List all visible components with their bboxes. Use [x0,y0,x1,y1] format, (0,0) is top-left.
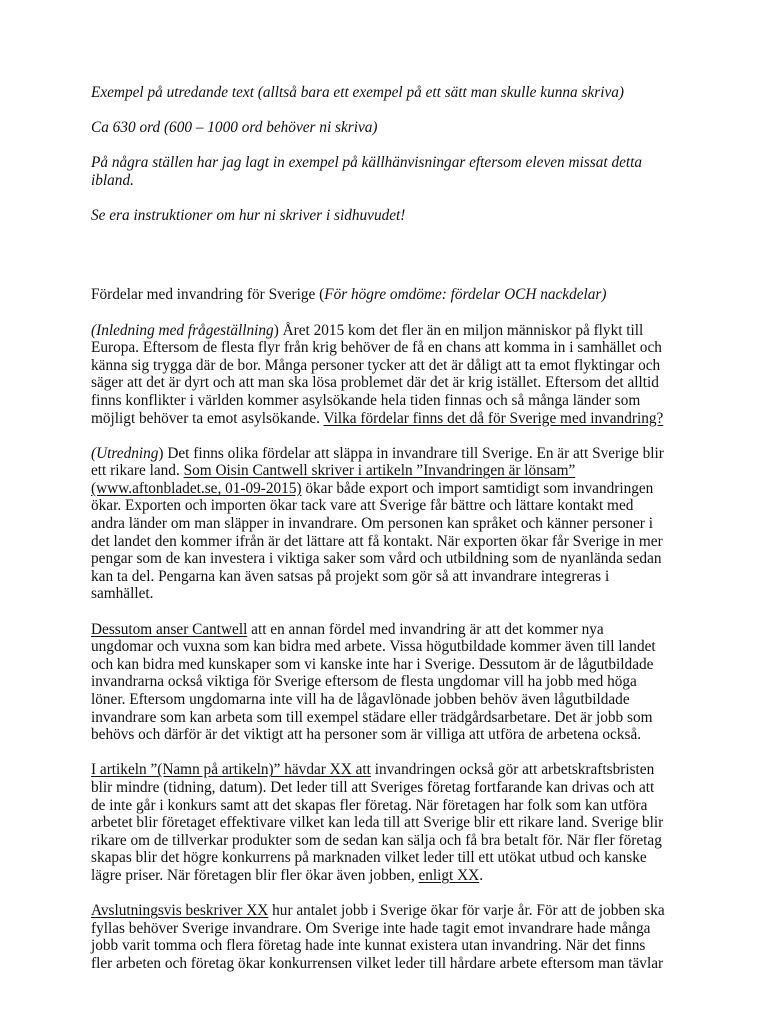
source-reference-url: (www.aftonbladet.se, 01-09-2015) [91,479,302,497]
spacer [91,242,691,286]
paragraph-conclusion: Avslutningsvis beskriver XX hur antalet jobb i Sverige ökar för varje år. För att de jobben ska fyllas behöver Sverige invandrare. Om Sverige inte hade tagit emot invandrare hade många jobb varit tomma och flera företag hade inte kunnat existera utan invandring. När det finns fler arbeten och företag ökar konkurrensen vilket leder till hårdare arbete eftersom man tävlar [91,902,665,972]
instruction-header-note: Se era instruktioner om hur ni skriver i sidhuvudet! [91,207,406,225]
section-label-investigation: (Utredning [91,444,159,462]
source-reference: Avslutningsvis beskriver XX [91,902,269,920]
paragraph-investigation: (Utredning) Det finns olika fördelar att släppa in invandrare till Sverige. En är att Sverige blir ett rikare land. Som Oisin Cantwell skriver i artikeln ”Invandringen är lönsam” (www.aftonbladet.se, 01-09-2015) ökar både export och import samtidigt som invandringen ökar. Exporten och importen ökar tack vare att Sverige får bättre och lättare kontakt med andra länder om man släpper in invandrare. Om personen kan språket och känner personer i det landet den kommer ifrån är det lättare att få kontakt. När exporten ökar får Sverige in mer pengar som de kan investera i viktiga saker som vård och utbildning som de nyanlända sedan kan ta del. Pengarna kan även satsas på projekt som gör så att invandrare integreras i samhället. [91,444,664,603]
research-question: Vilka fördelar finns det då för Sverige med invandring? [323,409,664,427]
paragraph-introduction: (Inledning med frågeställning) Året 2015 kom det fler än en miljon människor på flykt till Europa. Eftersom de flesta flyr från krig behöver de få en chans att komma in i samhället och känna sig trygga där de bor. Många personer tycker att det är dåligt att ta emot flyktingar och säger att det är dyrt och att man ska lösa problemet där det är krig istället. Eftersom det alltid finns konflikter i världen kommer asylsökande hela tiden finnas och så många länder som möjligt behöver ta emot asylsökande. Vilka fördelar finns det då för Sverige med invandring? [91,321,664,427]
paragraph-labor-shortage: I artikeln ”(Namn på artikeln)” hävdar XX att invandringen också gör att arbetskraftsbristen blir mindre (tidning, datum). Det leder till att Sveriges företag fortfarande kan drivas och att de inte går i konkurs samt att det skapas fler företag. När företagen har folk som kan utföra arbetet blir företaget effektivare vilket kan leda till att Sverige blir ett rikare land. Sverige blir rikare om de tillverkar produkter som de sedan kan sälja och få bra betalt för. När fler företag skapas blir det högre konkurrens på marknaden vilket leder till ett utökat utbud och kanske lägre priser. När företagen blir fler ökar även jobben, enligt XX. [91,761,664,884]
source-reference: Dessutom anser Cantwell [91,620,248,638]
instruction-source-references: På några ställen har jag lagt in exempel på källhänvisningar eftersom eleven missat detta ibland. [91,154,643,189]
instruction-example-note: Exempel på utredande text (alltså bara ett exempel på ett sätt man skulle kunna skriva) [91,84,624,101]
essay-title: Fördelar med invandring för Sverige (För högre omdöme: fördelar OCH nackdelar) [91,286,607,304]
instructions-block [91,84,691,225]
paragraph-workforce: Dessutom anser Cantwell att en annan fördel med invandring är att det kommer nya ungdomar och vuxna som kan bidra med arbete. Vissa högutbildade kommer även till landet och kan bidra med kunskaper som vi kanske inte har i Sverige. Dessutom är de lågutbildade invandrarna också viktiga för Sverige eftersom de flesta ungdomar vill ha jobb med höga löner. Eftersom ungdomarna inte vill ha de lågavlönade jobben behöv även lågutbildade invandrare som kan arbeta som till exempel städare eller trädgårdsarbetare. Det är jobb som behövs och därför är det viktigt att ha personer som är villiga att utföra de arbetena också. [91,620,656,744]
document-page [91,84,691,990]
source-reference: I artikeln ”(Namn på artikeln)” hävdar XX att [91,761,371,779]
instruction-word-count: Ca 630 ord (600 – 1000 ord behöver ni skriva) [91,119,378,137]
source-reference: Som Oisin Cantwell skriver i artikeln ”Invandringen är lönsam” [183,462,576,480]
source-reference: enligt XX [418,866,480,884]
title-grade-note: För högre omdöme: fördelar OCH nackdelar) [324,286,607,304]
section-label-introduction: (Inledning med frågeställning [91,321,274,339]
